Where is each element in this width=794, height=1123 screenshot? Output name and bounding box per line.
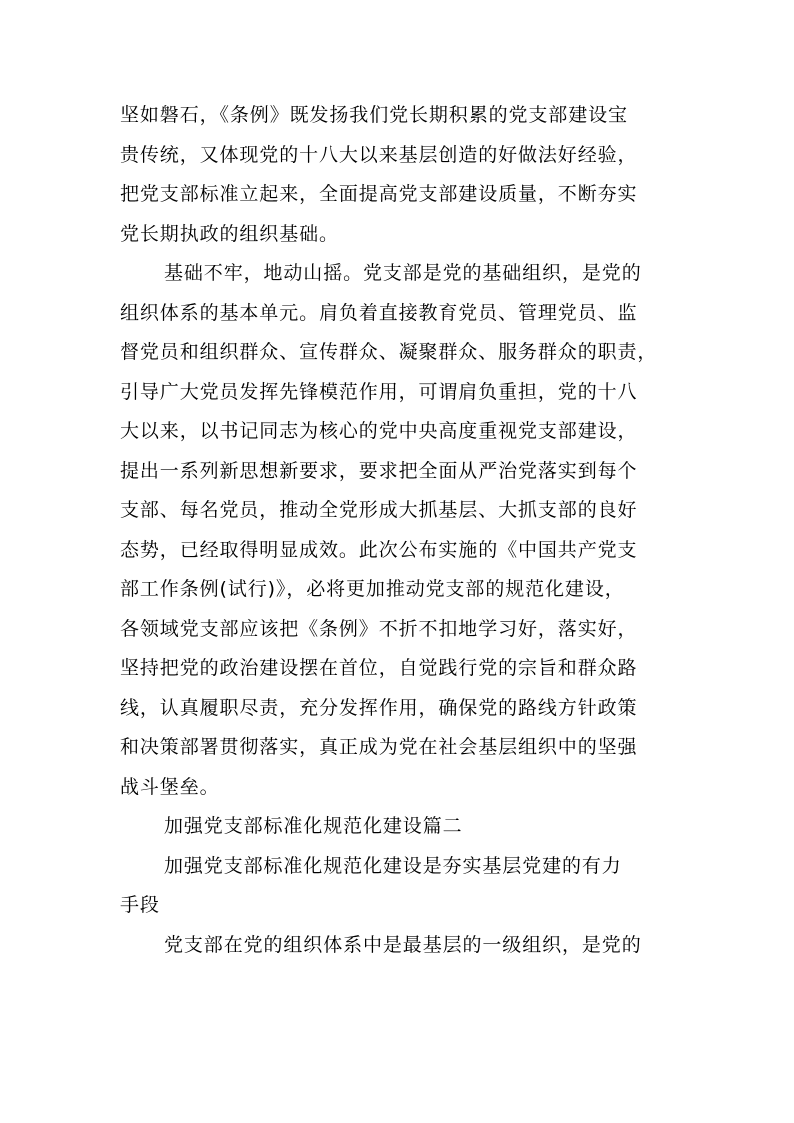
paragraph-line: 组织体系的基本单元。肩负着直接教育党员、管理党员、监 — [120, 301, 638, 324]
paragraph-line: 党支部在党的组织体系中是最基层的一级组织，是党的 — [164, 933, 642, 956]
section-heading: 加强党支部标准化规范化建设篇二 — [164, 815, 463, 837]
paragraph-line: 大以来，以书记同志为核心的党中央高度重视党支部建设， — [120, 420, 638, 442]
paragraph-line: 引导广大党员发挥先锋模范作用，可谓肩负重担，党的十八 — [120, 380, 638, 403]
paragraph-line: 坚持把党的政治建设摆在首位，自觉践行党的宗旨和群众路 — [120, 657, 638, 679]
paragraph-line: 各领域党支部应该把《条例》不折不扣地学习好，落实好， — [120, 617, 638, 640]
paragraph-line: 支部、每名党员，推动全党形成大抓基层、大抓支部的良好 — [120, 499, 638, 521]
paragraph-line: 部工作条例(试行)》，必将更加推动党支部的规范化建设， — [120, 578, 625, 600]
paragraph-line: 提出一系列新思想新要求，要求把全面从严治党落实到每个 — [120, 459, 638, 482]
paragraph-line: 战斗堡垒。 — [120, 775, 220, 798]
paragraph-line: 贵传统，又体现党的十八大以来基层创造的好做法好经验， — [120, 143, 638, 166]
paragraph-line: 线，认真履职尽责，充分发挥作用，确保党的路线方针政策 — [120, 696, 638, 719]
section-subtitle: 加强党支部标准化规范化建设是夯实基层党建的有力 — [164, 854, 622, 877]
paragraph-line: 态势，已经取得明显成效。此次公布实施的《中国共产党支 — [120, 538, 638, 561]
paragraph-line: 督党员和组织群众、宣传群众、凝聚群众、服务群众的职责， — [120, 341, 658, 363]
paragraph-line: 把党支部标准立起来，全面提高党支部建设质量，不断夯实 — [120, 183, 638, 205]
paragraph-line: 坚如磐石，《条例》既发扬我们党长期积累的党支部建设宝 — [120, 104, 628, 126]
paragraph-line: 基础不牢，地动山摇。党支部是党的基础组织，是党的 — [164, 262, 642, 284]
document-body — [120, 96, 680, 965]
section-subtitle: 手段 — [120, 894, 160, 916]
paragraph-line: 和决策部署贯彻落实，真正成为党在社会基层组织中的坚强 — [120, 736, 638, 758]
paragraph-line: 党长期执政的组织基础。 — [120, 222, 339, 245]
